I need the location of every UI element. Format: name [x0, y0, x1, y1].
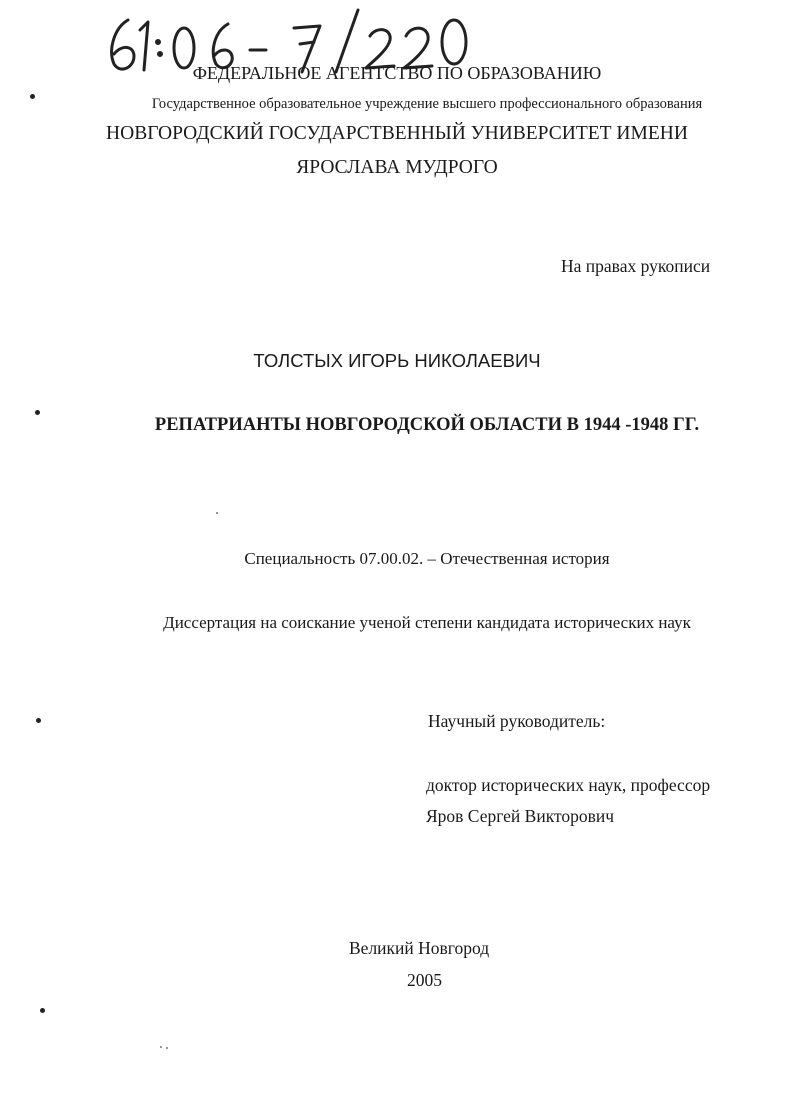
- dissertation-purpose: Диссертация на соискание ученой степени кандидата исторических наук: [163, 613, 691, 632]
- dissertation-title: РЕПАТРИАНТЫ НОВГОРОДСКОЙ ОБЛАСТИ В 1944 -1948 ГГ.: [154, 415, 700, 435]
- scan-speck: [166, 1047, 168, 1049]
- university-name-line2: ЯРОСЛАВА МУДРОГО: [296, 157, 498, 178]
- scan-mark: [35, 410, 40, 415]
- scan-speck: [216, 512, 218, 514]
- supervisor-degree: доктор исторических наук, профессор: [426, 775, 711, 795]
- scan-mark: [36, 718, 41, 723]
- author-name: ТОЛСТЫХ ИГОРЬ НИКОЛАЕВИЧ: [253, 350, 541, 371]
- supervisor-name: Яров Сергей Викторович: [426, 806, 615, 826]
- university-name-line1: НОВГОРОДСКИЙ ГОСУДАРСТВЕННЫЙ УНИВЕРСИТЕТ ИМЕНИ: [106, 123, 688, 144]
- supervisor-label: Научный руководитель:: [428, 711, 606, 731]
- city: Великий Новгород: [349, 938, 490, 958]
- agency-name: ФЕДЕРАЛЬНОЕ АГЕНТСТВО ПО ОБРАЗОВАНИЮ: [192, 63, 602, 83]
- institution-type: Государственное образовательное учреждение высшего профессионального образования: [151, 96, 703, 112]
- year: 2005: [407, 970, 442, 990]
- specialty-line: Специальность 07.00.02. – Отечественная история: [244, 549, 610, 568]
- manuscript-rights-note: На правах рукописи: [561, 256, 711, 276]
- scan-speck: [160, 1046, 162, 1048]
- scan-mark: [30, 94, 35, 99]
- scan-mark: [40, 1008, 45, 1013]
